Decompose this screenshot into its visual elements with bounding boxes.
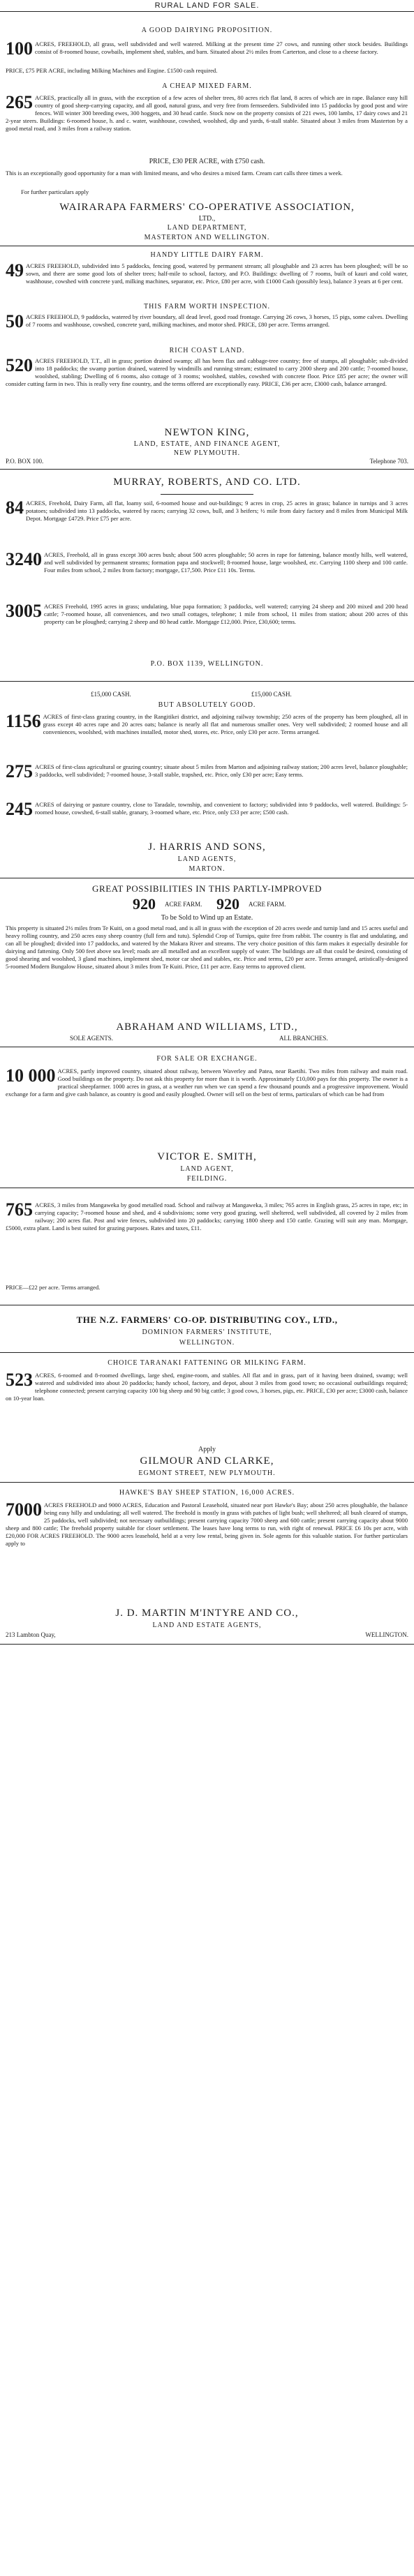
sec7-price: PRICE—£22 per acre. Terms arranged. bbox=[6, 1284, 101, 1291]
sec4-cash-left: £15,000 CASH. bbox=[91, 691, 131, 698]
sec1-p2-price: PRICE, £30 PER ACRE, with £750 cash. bbox=[149, 158, 265, 165]
sec8-agent-town: WELLINGTON. bbox=[179, 1339, 235, 1347]
sec3-p1 bbox=[6, 500, 408, 547]
sec8-rule bbox=[0, 1482, 414, 1483]
sec1-agent: WAIRARAPA FARMERS' CO-OPERATIVE ASSOCIATION, bbox=[59, 202, 355, 213]
sec4-p3 bbox=[6, 801, 408, 833]
sec6-agent-town: FEILDING. bbox=[186, 1175, 228, 1183]
sec9-title: HAWKE'S BAY SHEEP STATION, 16,000 ACRES. bbox=[119, 1489, 295, 1497]
sec9-agent-role: LAND AND ESTATE AGENTS, bbox=[152, 1622, 262, 1629]
sec7-p1-acres: 765 bbox=[6, 1201, 33, 1220]
sec2-p2-acres: 50 bbox=[6, 313, 24, 331]
sec5-sub: To be Sold to Wind up an Estate. bbox=[161, 914, 253, 922]
sec6-title: FOR SALE OR EXCHANGE. bbox=[156, 1055, 258, 1063]
sec3-p3 bbox=[6, 603, 408, 650]
sec1-p2-acres: 265 bbox=[6, 94, 33, 112]
sec4-p1 bbox=[6, 713, 408, 761]
sec2-p1-acres: 49 bbox=[6, 262, 24, 280]
sec2-rule bbox=[0, 469, 414, 470]
sec4-p2-text: ACRES of first-class agricultural or grazing country; situate about 5 miles from Marton and adjoining railway station; 200 acres level, balance ploughable; 3 paddocks, well subdivided; 7-roomed house, 3-stall stable, trapshed, etc. Price, only £30 per acre; Easy terms. bbox=[35, 763, 408, 778]
sec1-p1-price: PRICE, £75 PER ACRE, including Milking Machines and Engine. £1500 cash required. bbox=[6, 67, 218, 74]
sec5-acres-right: 920 bbox=[216, 895, 239, 913]
sec3-rule bbox=[0, 681, 414, 682]
sec4-p3-acres: 245 bbox=[6, 801, 33, 819]
sec8-p1 bbox=[6, 1372, 408, 1441]
sec1-p2-note: This is an exceptionally good opportunity for a man with limited means, and who desires a mixed farm. Cream cart calls three times a week. bbox=[6, 170, 343, 177]
sec1-p2-title: A CHEAP MIXED FARM. bbox=[162, 82, 252, 90]
sec8-agent2-addr: EGMONT STREET, NEW PLYMOUTH. bbox=[138, 1469, 276, 1477]
sec2-p3 bbox=[6, 357, 408, 421]
sec2-p3-title: RICH COAST LAND. bbox=[169, 347, 245, 354]
sec4-agent: J. HARRIS AND SONS, bbox=[148, 841, 266, 853]
sec3-p2-text: ACRES, Freehold, all in grass except 300 acres bush; about 500 acres ploughable; 50 acres in rape for fattening, balance mostly hills, well watered, and well subdivided by permanent streams; formation papa and stockwell; 8-roomed house, large woolshed, etc. Carrying 1100 sheep and 100 cattle. Four miles from school, 2 miles from factory; mortgage, £17,500. Price £11 10s. Terms. bbox=[44, 551, 408, 574]
sec2-box: P.O. BOX 100. bbox=[6, 458, 44, 465]
sec9-p1-text: ACRES FREEHOLD and 9000 ACRES, Education and Pastoral Leasehold, situated near port Hawke's Bay; about 250 acres ploughable, the balance being easy hilly and undulating; all well watered. The freehold is mostly in grass with patches of light bush; well sheltered; all bush cleared of stumps, 25 paddocks, well subdivided; not necessary outbuildings; present carrying capacity 7000 sheep and 600 cattle; present carrying capacity about 9000 sheep and 800 cattle; The freehold property suitable for closer settlement. The leases have long terms to run, with right of renewal. PRICE £6 10s per acre, with £20,000 FOR ACRES FREEHOLD. The 9000 acres leasehold, held at a very low rental, being given in. Sole agents for this valuable station. For further particulars apply to bbox=[6, 1502, 408, 1547]
sec7-p1-text: ACRES, 3 miles from Mangaweka by good metalled road. School and railway at Mangaweka, 3 miles; 765 acres in English grass, 25 acres in rape, etc; in carrying capacity; 7-roomed house and shed, and 4 subdivisions; some very good grazing, well sheltered, well subdivided, all covered by 2 miles from railway; 200 acres flat. Post and wire fences, subdivided into 20 paddocks; carrying 1800 sheep and 150 cattle. Grazing will suit any man. Mortgage, £5000, extra plant. Land is best suited for grazing purposes. Rates and taxes, £11. bbox=[6, 1201, 408, 1231]
sec8-title: CHOICE TARANAKI FATTENING OR MILKING FARM. bbox=[108, 1359, 306, 1367]
sec3-p1-text: ACRES, Freehold, Dairy Farm, all flat, loamy soil, 6-roomed house and out-buildings; 9 acres in crop, 25 acres in grass; balance in turnips and 3 acres potatoes; subdivided into 13 paddocks, watered by races; carrying 32 cows, bull, and 3 heifers; ½ mile from dairy factory and 8 miles from Municipal Milk Depot. Mortgage £4729. Price £75 per acre. bbox=[26, 500, 408, 522]
sec1-p2 bbox=[6, 94, 408, 154]
sec5-text: This property is situated 2½ miles from Te Kuiti, on a good metal road, and is all in grass with the exception of 20 acres swede and turnip land and 15 acres useful and heavy rolling country, and 250 acres easy sheep country (full fern and tutu). Splendid Crop of Turnips, quite free from rabbit. The country is flat and undulating, and can all be ploughed; divided into 17 paddocks, and watered by the Makara River and streams. The very choice position of this farm makes it especially desirable for dairying and fattening. Only 500 feet above sea level; roads are all metalled and an excellent supply of water. The buildings are all that could be desired, consisting of good shearing and woolshed, 3 gland machines, implement shed, motor car shed and stables, etc. Price and terms, £20 per acre. Terms arranged, artistically-designed 5-roomed Modern Bungalow House, situated about 3 miles from Te Kuiti. Price, £11 per acre. Easy terms to approved client. bbox=[6, 924, 408, 970]
sec5-banner: GREAT POSSIBILITIES IN THIS PARTLY-IMPROVED bbox=[91, 883, 322, 894]
sec5-agent-right: ALL BRANCHES. bbox=[279, 1035, 328, 1042]
sec6-p1-acres: 10 000 bbox=[6, 1068, 56, 1086]
sec1-title: A GOOD DAIRYING PROPOSITION. bbox=[141, 27, 273, 34]
sec1-p1-acres: 100 bbox=[6, 40, 33, 59]
sec8-apply: Apply bbox=[198, 1446, 216, 1453]
sec1-agent-town: MASTERTON AND WELLINGTON. bbox=[144, 234, 270, 241]
sec8-agent-role: DOMINION FARMERS' INSTITUTE, bbox=[142, 1328, 272, 1336]
sec1-agent-role: LAND DEPARTMENT, bbox=[167, 224, 247, 232]
sec4-p1-text: ACRES of first-class grazing country, in the Rangitikei district, and adjoining railway township; 250 acres of the property has been ploughed, all in grass except 40 acres rape and 20 acres oats; balance is nearly all flat and numerous smaller ones. Very well subdivided; 2 roomed house and all conveniences, woolshed, with machines installed, motor shed, stores, etc. Price, only £30 per acre. Terms arranged. bbox=[43, 713, 408, 735]
sec9-p1 bbox=[6, 1502, 408, 1602]
sec4-p2-acres: 275 bbox=[6, 763, 33, 781]
sec4-cash-right: £15,000 CASH. bbox=[251, 691, 292, 698]
sec3-p2 bbox=[6, 551, 408, 599]
sec4-p3-text: ACRES of dairying or pasture country, close to Taradale, township, and convenient to factory; subdivided into 9 paddocks, well watered. Buildings: 5-roomed house, cowshed, 6-stall stable, granary, 3-roomed whare, etc. Price, only £33 per acre; £500 cash. bbox=[35, 801, 408, 816]
sec2-p2 bbox=[6, 313, 408, 345]
sec6-agent: VICTOR E. SMITH, bbox=[157, 1151, 257, 1162]
page-header: RURAL LAND FOR SALE. bbox=[154, 1, 260, 10]
sec2-phone: Telephone 703. bbox=[369, 458, 408, 465]
sec4-agent-role: LAND AGENTS, bbox=[177, 855, 237, 863]
sec5-acres-left: 920 bbox=[133, 895, 156, 913]
sec4-p2 bbox=[6, 763, 408, 798]
sec1-p1-text: ACRES, FREEHOLD, all grass, well subdivided and well watered. Milking at the present time 27 cows, and running other stock besides. Buildings consist of 8-roomed house, cowbails, implement shed, stables, and barn. Situated about 2½ miles from Carterton, and close to a cheese factory. bbox=[35, 40, 408, 55]
sec2-agent-town: NEW PLYMOUTH. bbox=[173, 449, 241, 457]
sec8-top-rule bbox=[0, 1352, 414, 1353]
sec5-farm-left: ACRE FARM. bbox=[165, 901, 202, 908]
sec3-short-rule bbox=[161, 494, 253, 495]
sec9-agent: J. D. MARTIN M'INTYRE AND CO., bbox=[115, 1608, 299, 1619]
sec5-agent-left: SOLE AGENTS. bbox=[70, 1035, 114, 1042]
sec3-agent: MURRAY, ROBERTS, AND CO. LTD. bbox=[113, 477, 301, 488]
sec8-agent2: GILMOUR AND CLARKE, bbox=[140, 1455, 274, 1467]
sec3-box: P.O. BOX 1139, WELLINGTON. bbox=[150, 660, 264, 668]
sec6-p1-text: ACRES, partly improved country, situated about railway, between Waverley and Patea, near Raetihi. Two miles from railway and main road. Good buildings on the property. Do not ask this property for more than it is worth. Approximately £10,000 pays for this property. The owner is a practical sheepfarmer. 1000 acres in grass, at a weather run when we can spend a few thousand pounds and a progressive improvement. Would exchange for a farm and give cash balance, as country is good and easily ploughed. Owner will sell on the best of terms, particulars of which can be had from bbox=[6, 1068, 408, 1098]
sec2-p3-acres: 520 bbox=[6, 357, 33, 375]
sec2-title: HANDY LITTLE DAIRY FARM. bbox=[150, 251, 264, 259]
sec2-p3-text: ACRES FREEHOLD, T.T., all in grass; portion drained swamp; all has been flax and cabbage-tree country; free of stumps, all ploughable; sub-divided into 18 paddocks; the swamp portion drained, watered by windmills and running stream; estimated to carry 2000 sheep and 200 cattle; 7-roomed house, woolshed, stabling; Dwelling of 6 rooms, also cottage of 3 rooms; woolshed, stables, cowshed with concrete floor. Price £85 per acre; the owner will consider cutting farm in two. This is really very fine country, and the terms offered are exceptionally easy. PRICE, £36 per acre, £3000 cash, balance arranged. bbox=[6, 357, 408, 387]
sec3-p2-acres: 3240 bbox=[6, 551, 42, 569]
sec9-agent-town: WELLINGTON. bbox=[365, 1631, 408, 1638]
sec2-p1-text: ACRES FREEHOLD, subdivided into 5 paddocks, fencing good, watered by permanent stream; all ploughable and 23 acres has been ploughed; will be so sown, and there are some good lots of shelter trees; half-mile to school, factory, and P.O. Buildings: dwelling of 7 rooms, built of kauri and cold water, washhouse, cowshed with concrete yard, milking machines, separator, etc. Price, £80 per acre, with £1000 Cash (possibly less), balance 3 years at 6 per cent. bbox=[26, 262, 408, 285]
sec2-agent-role: LAND, ESTATE, AND FINANCE AGENT, bbox=[133, 440, 281, 448]
sec8-agent: THE N.Z. FARMERS' CO-OP. DISTRIBUTING COY., LTD., bbox=[76, 1315, 338, 1325]
sec1-further: For further particulars apply bbox=[21, 188, 89, 195]
sec6-agent-role: LAND AGENT, bbox=[180, 1165, 234, 1173]
sec4-p1-acres: 1156 bbox=[6, 713, 41, 731]
sec7-p1 bbox=[6, 1201, 408, 1277]
sec2-p2-text: ACRES FREEHOLD, 9 paddocks, watered by river boundary, all dead level, good road frontage. Carrying 26 cows, 3 horses, 15 pigs, some calves. Dwelling of 7 rooms and washhouse, cowshed, concrete yard, milking machines, and motor shed. PRICE, £80 per acre. Terms arranged. bbox=[26, 313, 408, 328]
sec1-agent-ltd: LTD., bbox=[198, 215, 216, 223]
sec1-p1 bbox=[6, 40, 408, 66]
sec8-p1-text: ACRES, 6-roomed and 8-roomed dwellings, large shed, engine-room, and stables. All flat and in grass, part of it having been drained, swamp; well watered and subdivided into about 20 paddocks; handy school, factory, and depot, about 3 miles from good town; no occasional outbuildings required; telephone connected; present carrying capacity 100 big sheep and 90 big cattle; 3 good cows, 3 horses, pigs, etc. PRICE, £30 per acre; £3000 cash, balance on 10-year loan. bbox=[6, 1372, 408, 1402]
sec2-agent: NEWTON KING, bbox=[164, 427, 250, 438]
sec4-agent-town: MARTON. bbox=[188, 865, 226, 873]
sec3-p3-acres: 3005 bbox=[6, 603, 42, 621]
sec9-address: 213 Lambton Quay, bbox=[6, 1631, 56, 1638]
sec5-farm-right: ACRE FARM. bbox=[249, 901, 286, 908]
sec8-p1-acres: 523 bbox=[6, 1372, 33, 1390]
sec4-subtitle: BUT ABSOLUTELY GOOD. bbox=[158, 701, 256, 709]
sec3-p3-text: ACRES Freehold, 1995 acres in grass; undulating, blue papa formation; 3 paddocks, well watered; carrying 24 sheep and 200 mixed and 200 head cattle; 7-roomed house, all conveniences, and two small cottages, telephone; 1 mile from school, 11 miles from station; about 200 acres of this property can be ploughed; carrying 2 sheep and 80 head cattle. Mortgage £12,000. Price, £30,600; terms. bbox=[44, 603, 408, 625]
header-rule bbox=[0, 11, 414, 12]
sec5-agent: ABRAHAM AND WILLIAMS, LTD., bbox=[116, 1021, 298, 1033]
sec6-p1 bbox=[6, 1068, 408, 1146]
sec9-rule bbox=[0, 1644, 414, 1645]
sec2-p2-title: THIS FARM WORTH INSPECTION. bbox=[143, 303, 271, 310]
sec9-p1-acres: 7000 bbox=[6, 1502, 42, 1520]
sec1-p2-text: ACRES, practically all in grass, with the exception of a few acres of shelter trees, 80 acres rich flat land, 8 acres of which are in rape. Balance easy hill country of good sheep-carrying capacity, and all good, natural grass, and very free from fernseeders. Subdivided into 15 paddocks by good post and wire fences. Will winter 300 breeding ewes, 300 hoggets, and 30 head cattle. Stock now on the property consists of 221 ewes, 100 lambs, 17 dairy cows and 21 2-year steers. Buildings: 6-roomed house, h. and c. water, washhouse, cowshed, woolshed, dip and yards, 6-stall stable. Situated about 3 miles from Masterton by a good metal road, and 3 miles from a railway station. bbox=[6, 94, 408, 132]
sec2-p1 bbox=[6, 262, 408, 299]
sec3-p1-acres: 84 bbox=[6, 500, 24, 518]
